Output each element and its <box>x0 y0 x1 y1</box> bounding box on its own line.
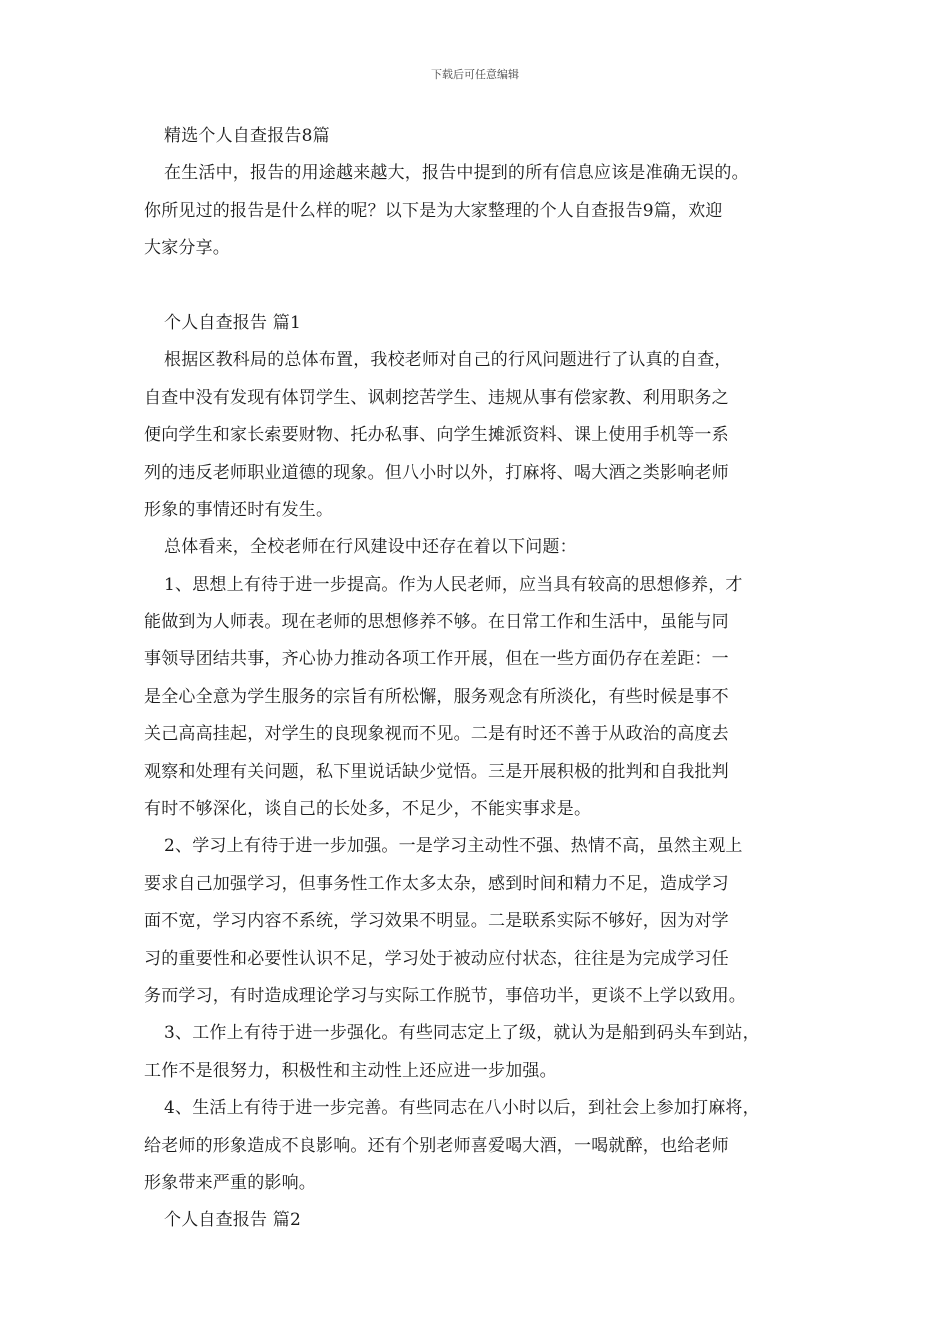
paragraph-line: 2、学习上有待于进一步加强。一是学习主动性不强、热情不高，虽然主观上 <box>164 836 743 857</box>
paragraph-line: 3、工作上有待于进一步强化。有些同志定上了级，就认为是船到码头车到站， <box>164 1023 760 1044</box>
paragraph-line: 给老师的形象造成不良影响。还有个别老师喜爱喝大酒，一喝就醉，也给老师 <box>144 1135 729 1156</box>
paragraph-line: 观察和处理有关问题，私下里说话缺少觉悟。三是开展积极的批判和自我批判 <box>144 761 729 782</box>
paragraph-line: 形象的事情还时有发生。 <box>144 499 334 520</box>
page-header: 下载后可任意编辑 <box>431 68 519 81</box>
paragraph-line: 是全心全意为学生服务的宗旨有所松懈，服务观念有所淡化，有些时候是事不 <box>144 686 729 707</box>
paragraph-line: 有时不够深化，谈自己的长处多，不足少，不能实事求是。 <box>144 799 592 820</box>
paragraph-line: 形象带来严重的影响。 <box>144 1172 316 1193</box>
intro-paragraph <box>144 155 812 267</box>
paragraph-line: 能做到为人师表。现在老师的思想修养不够。在日常工作和生活中，虽能与同 <box>144 612 729 633</box>
document-title: 精选个人自查报告8篇 <box>164 126 330 146</box>
list-item-3 <box>144 1015 812 1090</box>
paragraph-line: 工作不是很努力，积极性和主动性上还应进一步加强。 <box>144 1060 557 1081</box>
paragraph-line: 根据区教科局的总体布置，我校老师对自己的行风问题进行了认真的自查， <box>164 350 732 371</box>
blank-line <box>144 268 812 305</box>
paragraph-line: 自查中没有发现有体罚学生、讽刺挖苦学生、违规从事有偿家教、利用职务之 <box>144 387 729 408</box>
paragraph-line: 4、生活上有待于进一步完善。有些同志在八小时以后，到社会上参加打麻将， <box>164 1098 760 1119</box>
section-heading-1: 个人自查报告 篇1 <box>164 312 302 333</box>
section1-paragraph-1 <box>144 342 812 529</box>
section-heading-2: 个人自查报告 篇2 <box>164 1210 302 1231</box>
paragraph-line: 列的违反老师职业道德的现象。但八小时以外，打麻将、喝大酒之类影响老师 <box>144 462 729 483</box>
paragraph-line: 要求自己加强学习，但事务性工作太多太杂，感到时间和精力不足，造成学习 <box>144 873 729 894</box>
paragraph-line: 1、思想上有待于进一步提高。作为人民老师，应当具有较高的思想修养，才 <box>164 574 743 595</box>
list-item-4 <box>144 1090 812 1202</box>
paragraph-line: 你所见过的报告是什么样的呢？以下是为大家整理的个人自查报告9篇，欢迎 <box>144 200 723 221</box>
paragraph-line: 习的重要性和必要性认识不足，学习处于被动应付状态，往往是为完成学习任 <box>144 948 729 969</box>
paragraph-line: 面不宽，学习内容不系统，学习效果不明显。二是联系实际不够好，因为对学 <box>144 911 729 932</box>
paragraph-line: 务而学习，有时造成理论学习与实际工作脱节，事倍功半，更谈不上学以致用。 <box>144 985 746 1006</box>
paragraph-line: 总体看来，全校老师在行风建设中还存在着以下问题： <box>164 537 577 558</box>
paragraph-line: 便向学生和家长索要财物、托办私事、向学生摊派资料、课上使用手机等一系 <box>144 425 729 446</box>
section1-paragraph-2 <box>144 529 812 566</box>
paragraph-line: 在生活中，报告的用途越来越大，报告中提到的所有信息应该是准确无误的。 <box>164 163 749 184</box>
paragraph-line: 事领导团结共事，齐心协力推动各项工作开展，但在一些方面仍存在差距：一 <box>144 649 729 670</box>
paragraph-line: 大家分享。 <box>144 238 230 259</box>
list-item-2 <box>144 828 812 1015</box>
document-body <box>144 118 812 1240</box>
list-item-1 <box>144 567 812 829</box>
paragraph-line: 关己高高挂起，对学生的良现象视而不见。二是有时还不善于从政治的高度去 <box>144 724 729 745</box>
